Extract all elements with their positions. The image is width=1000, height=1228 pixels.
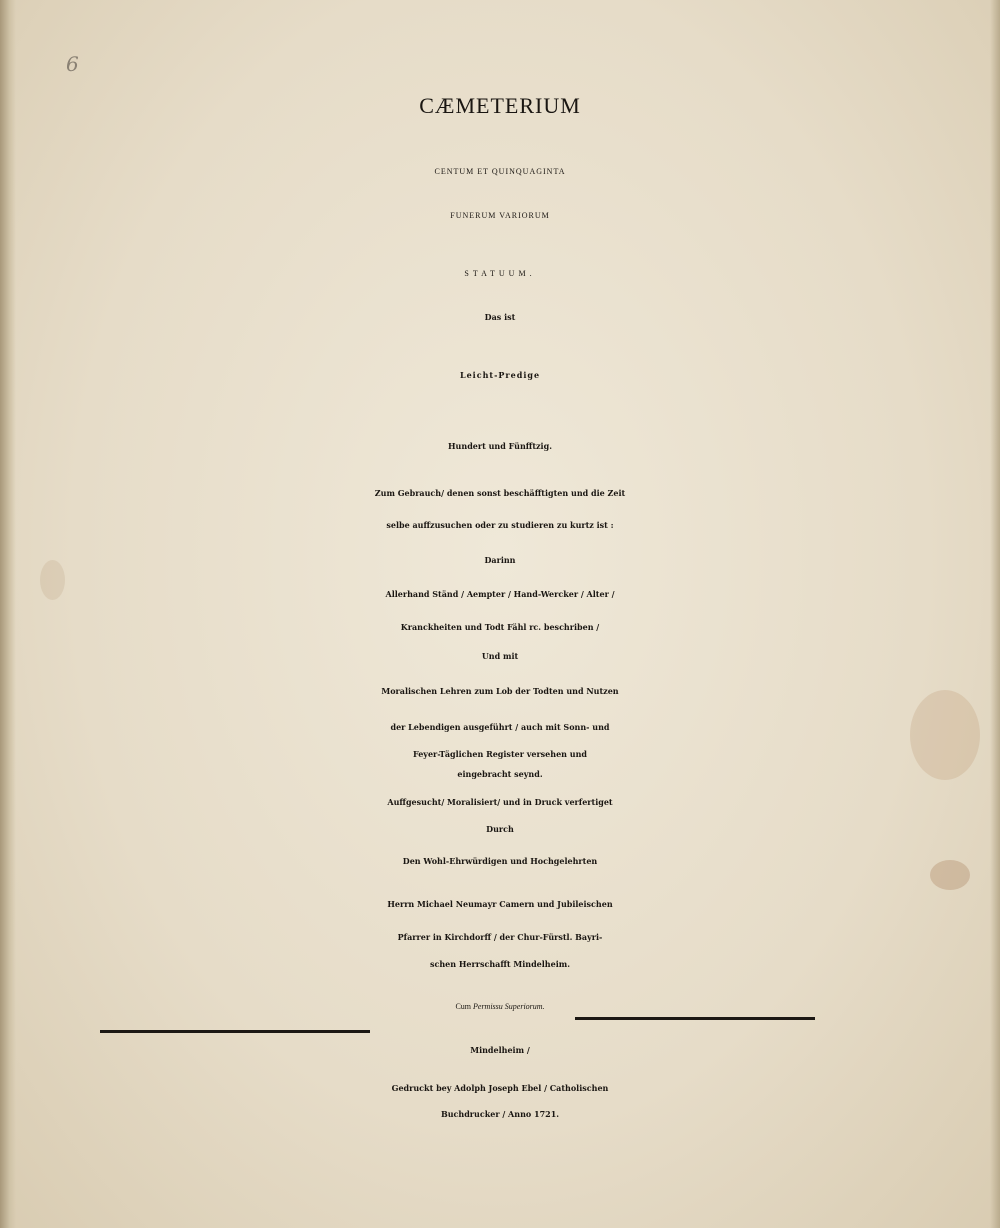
permission-line xyxy=(0,994,1000,1020)
durch-line: Durch xyxy=(486,824,514,834)
title-line-1: CÆMETERIUM xyxy=(419,93,581,118)
author-line-2: Herrn Michael Neumayr Camern und Jubileischen xyxy=(387,899,613,909)
contents-line-2: Kranckheiten und Todt Fähl rc. beschriben / xyxy=(400,622,600,632)
author-line-3: Pfarrer in Kirchdorff / der Chur-Fürstl. Bayri- xyxy=(397,932,603,942)
purpose-line-1: Zum Gebrauch/ denen sonst beschäfftigten und die Zeit xyxy=(374,488,626,498)
imprint-place: Mindelheim / xyxy=(470,1045,530,1055)
compiled-line: Auffgesucht/ Moralisiert/ und in Druck verfertiget xyxy=(387,797,613,807)
darinn-line: Darinn xyxy=(484,555,516,565)
main-german-title: Leicht-Predige xyxy=(459,370,541,380)
divider-rule-right xyxy=(575,1017,815,1020)
purpose-line-2: selbe auffzusuchen oder zu studieren zu kurtz ist : xyxy=(386,520,614,530)
contents-line-5: Feyer-Täglichen Register versehen und xyxy=(412,749,588,759)
imprint-year: Buchdrucker / Anno 1721. xyxy=(440,1109,560,1119)
permission-text: Permissu Superiorum. xyxy=(473,1002,545,1011)
und-mit-line: Und mit xyxy=(481,651,519,661)
contents-line-3: Moralischen Lehren zum Lob der Todten und Nutzen xyxy=(381,686,619,696)
title-line-3: FUNERUM VARIORUM xyxy=(450,211,550,220)
german-subtitle: Hundert und Fünfftzig. xyxy=(448,441,552,451)
author-line-1: Den Wohl-Ehrwürdigen und Hochgelehrten xyxy=(402,856,598,866)
pencil-mark: 6 xyxy=(66,52,79,76)
title-line-4: STATUUM. xyxy=(464,269,536,278)
das-ist-line: Das ist xyxy=(484,312,516,322)
imprint-printer: Gedruckt bey Adolph Joseph Ebel / Catholischen xyxy=(391,1083,609,1093)
contents-line-1: Allerhand Ständ / Aempter / Hand-Wercker / Alter / xyxy=(385,589,615,599)
author-line-4: schen Herrschafft Mindelheim. xyxy=(429,959,570,969)
title-line-2: CENTUM ET QUINQUAGINTA xyxy=(434,167,566,176)
permission-prefix: Cum xyxy=(455,1002,471,1011)
contents-line-4: der Lebendigen ausgeführt / auch mit Sonn- und xyxy=(390,722,610,732)
contents-line-6: eingebracht seynd. xyxy=(457,769,543,779)
